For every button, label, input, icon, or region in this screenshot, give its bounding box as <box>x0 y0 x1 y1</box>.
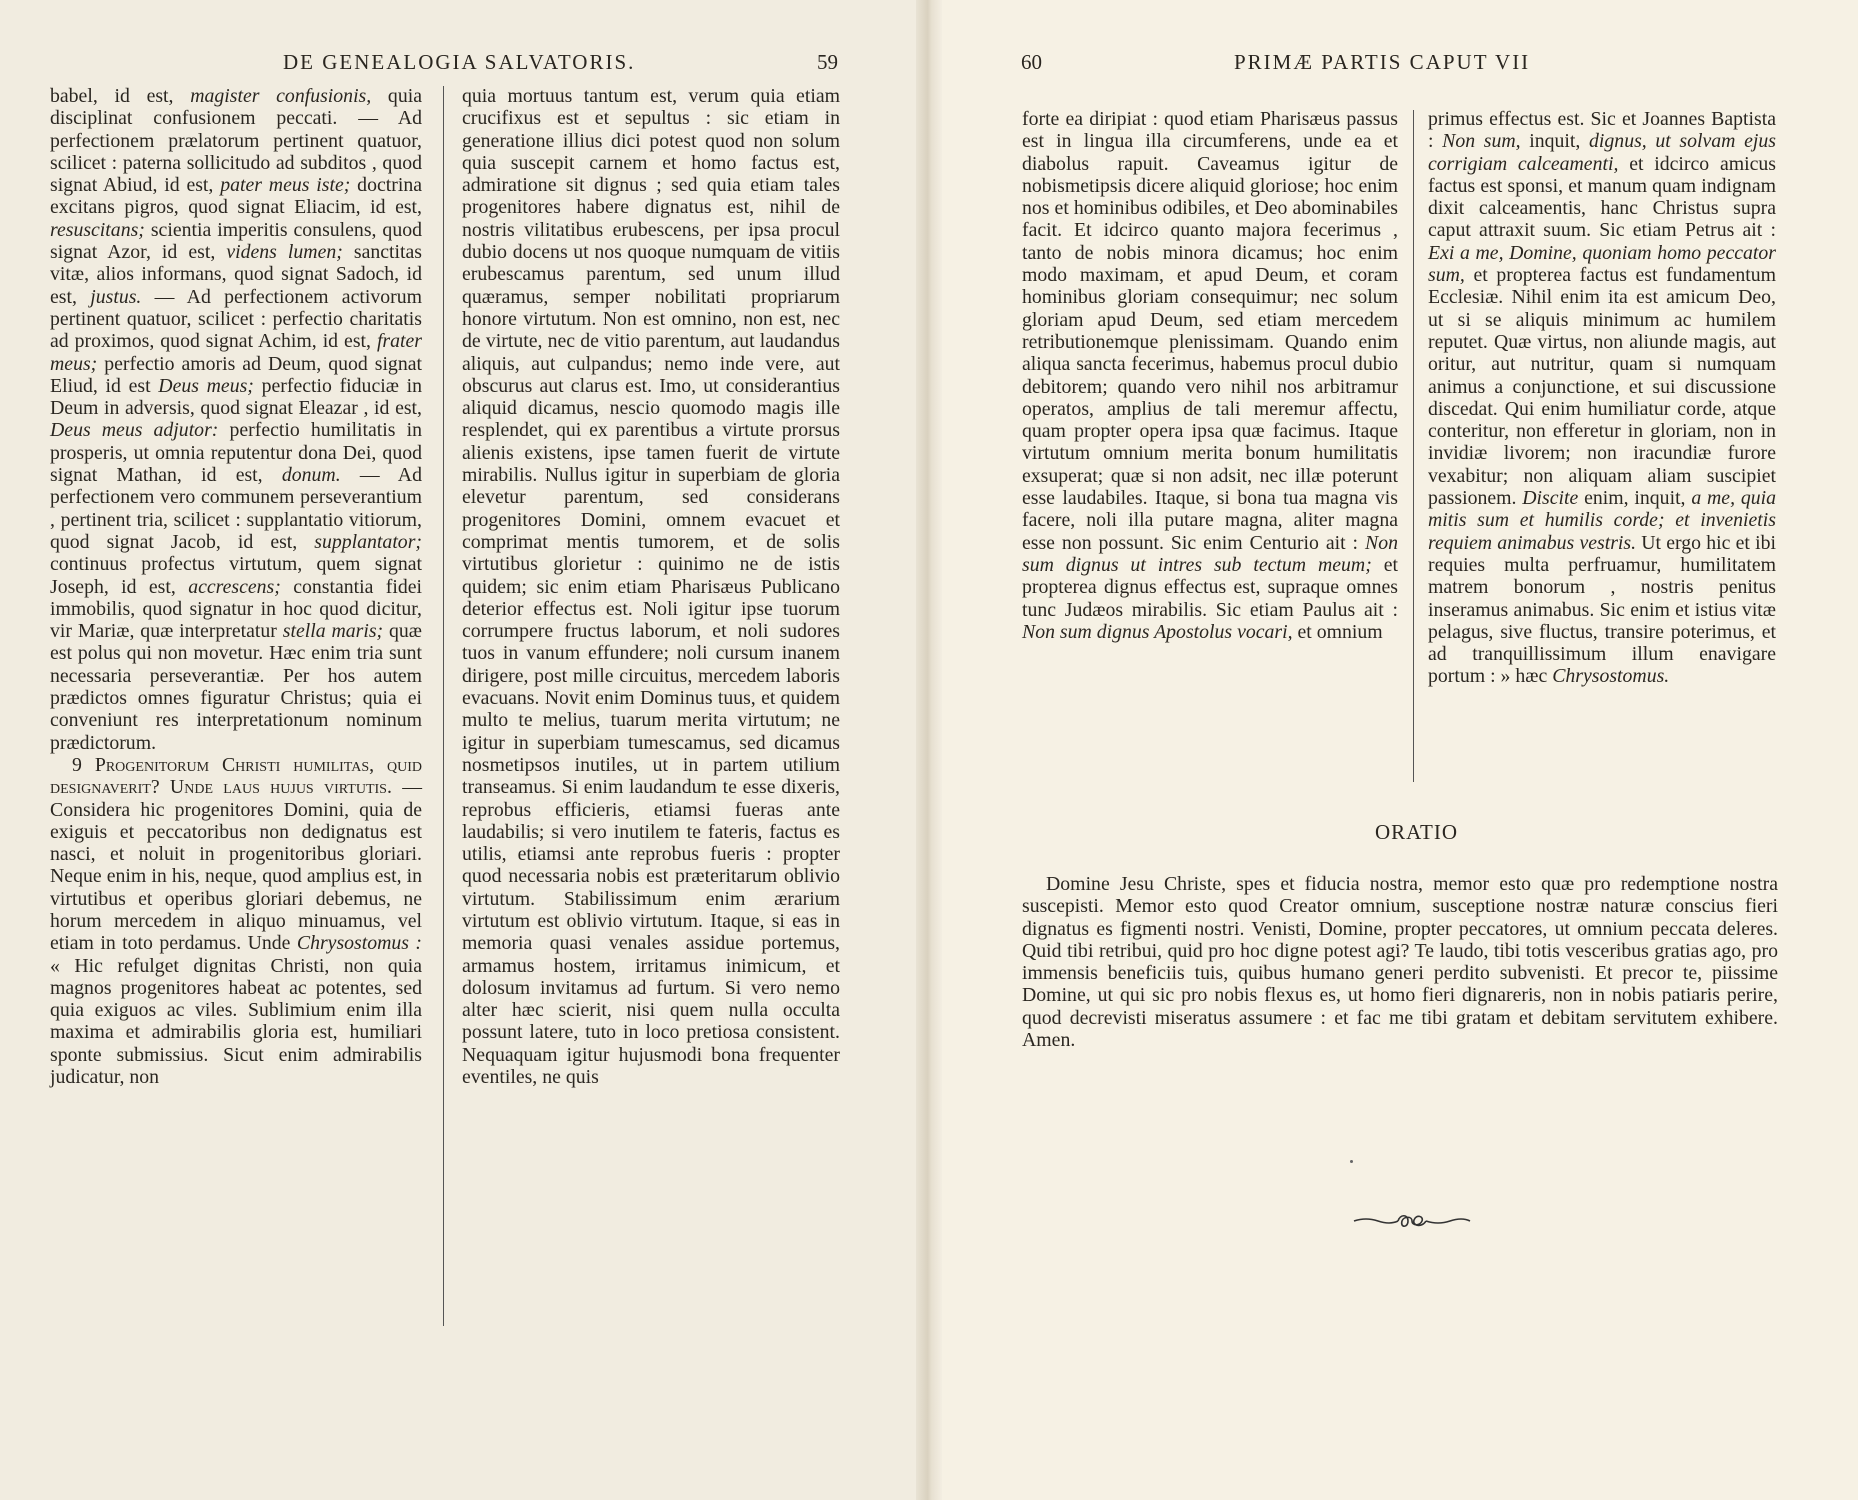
oratio-text: Domine Jesu Christe, spes et fiducia nostra, memor esto quæ pro redemptione nostra suscepisti. Memor esto quod Creator omnium, susceptione nostræ naturæ conscius fieri dignatus es figmenti nostri. Venisti, Domine, propter peccatores, ut omnium peccata deleres. Quid tibi retribui, quid pro hoc digne potest agi? Te laudo, tibi totis vesceribus gratias ago, pro immensis beneficiis tuis, quibus humano generi perdito subvenisti. Et precor te, piissime Domine, ut qui sic pro nobis flexus es, ut homo fieri dignareris, non in nobis patiaris perire, quod decrevisti miseratus assumere : et fac me tibi gratam et debitam servitutem exhibere. Amen. <box>1022 873 1778 1052</box>
right-column-1: forte ea diripiat : quod etiam Pharisæus passus est in lingua illa circumferens, unde ea et diabolus rapuit. Caveamus igitur de nobismetipsis dicere aliquid gloriose; hoc enim nos et hominibus odibiles, et Deo abominabiles facit. Et idcirco quanto majora fecerimus , tanto de nobis minora dicamus; hoc enim modo maximam, et apud Deum, et coram hominibus gloriam consequimur; nec solum gloriam apud Deum, sed etiam mercedem retributionemque plenissimam. Quando enim aliqua sancta fecerimus, habemus procul dubio debitorem; quando vero nihil nos arbitramur operatos, amplius de tali meremur affectu, quam propter opera ipsa quæ facimus. Itaque virtutum omnium merita bonum humilitatis exsuperat; quæ si non adsit, nec illæ poterunt esse laudabiles. Itaque, si bona tua magna vis facere, noli illa putare magna, aliter magna esse non possunt. Sic enim Centurio ait : Non sum dignus ut intres sub tectum meum; et propterea dignus effectus est, supraque omnes tunc Judæos mirabilis. Sic etiam Paulus ait : Non sum dignus Apostolus vocari, et omnium <box>1022 108 1398 643</box>
running-header-right: PRIMÆ PARTIS CAPUT VII <box>1234 50 1531 74</box>
page-number-right: 60 <box>1021 50 1042 74</box>
ink-speck <box>1350 1160 1353 1163</box>
paragraph-genealogy: babel, id est, magister confusionis, quia disciplinat confusionem peccati. — Ad perfectionem prælatorum pertinent quatuor, scilicet : paterna sollicitudo ad subditos , quod signat Abiud, id est, pater meus iste; doctrina excitans pigros, quod signat Eliacim, id est, resuscitans; scientia imperitis consulens, quod signat Azor, id est, videns lumen; sanctitas vitæ, alios informans, quod signat Sadoch, id est, justus. — Ad perfectionem activorum pertinent quatuor, scilicet : perfectio charitatis ad proximos, quod signat Achim, id est, frater meus; perfectio amoris ad Deum, quod signat Eliud, id est Deus meus; perfectio fiduciæ in Deum in adversis, quod signat Eleazar , id est, Deus meus adjutor: perfectio humilitatis in prosperis, ut omnia reputentur dona Dei, quod signat Mathan, id est, donum. — Ad perfectionem vero communem perseverantium , pertinent tria, scilicet : supplantatio vitiorum, quod signat Jacob, id est, supplantator; continuus profectus virtutum, quem signat Joseph, id est, accrescens; constantia fidei immobilis, quod signatur in hoc quod dicitur, vir Mariæ, quæ interpretatur stella maris; quæ est polus qui non movetur. Hæc enim tria sunt necessaria perseverantiæ. Per hos autem prædictos omnes figuratur Christus; quia ei conveniunt res interpretationum nominum prædictorum. <box>50 85 423 754</box>
right-column-2: primus effectus est. Sic et Joannes Baptista : Non sum, inquit, dignus, ut solvam ejus corrigiam calceamenti, et idcirco amicus factus est sponsi, et manum quam indignam dixit calceamentis, hanc Christus supra caput attraxit suum. Sic etiam Petrus ait : Exi a me, Domine, quoniam homo peccator sum, et propterea factus est fundamentum Ecclesiæ. Nihil enim ita est amicum Deo, ut si se aliquis minimum ac humilem reputet. Quæ virtus, non aliunde magis, aut oritur, aut nutritur, quam si numquam animus a conjunctione, et sui discussione discedat. Qui enim humiliatur corde, atque conteritur, non efferetur in gloriam, non in invidiæ livorem; non iracundiæ furore vexabitur; non aliquam aliam suscipiet passionem. Discite enim, inquit, a me, quia mitis sum et humilis corde; et invenietis requiem animabus vestris. Ut ergo hic et ibi requies multa perfruamur, humilitatem matrem bonorum , nostris penitus inseramus animabus. Sic enim et istius vitæ pelagus, sive fluctus, transire poterimus, et ad tranquillissimum illum enavigare portum : » hæc Chrysostomus. <box>1428 108 1777 688</box>
left-column-1 <box>50 85 422 1088</box>
book-gutter <box>916 0 942 1500</box>
scroll-flourish-icon <box>1352 1208 1472 1239</box>
column-divider-right <box>1413 110 1414 782</box>
paragraph-humility: 9 Progenitorum Christi humilitas, quid designaverit? Unde laus hujus virtutis. — Considera hic progenitores Domini, quia de exiguis et peccatoribus non dedignatus est nasci, et noluit in progenitoribus gloriari. Neque enim in his, neque, quod amplius est, in virtutibus et operibus gloriari debemus, ne horum mercedem in aliquo minuamus, vel etiam in toto perdamus. Unde Chrysostomus : « Hic refulget dignitas Christi, non quia magnos progenitores habeat ac potentes, sed quia exiguos ac viles. Sublimium enim illa maxima et admirabilis gloria est, humiliari sponte submissius. Sicut enim admirabilis judicatur, non <box>50 753 422 1089</box>
column-divider <box>443 86 444 1326</box>
section-heading: Progenitorum Christi humilitas, quid designaverit? Unde laus hujus virtutis. <box>50 753 422 799</box>
running-header-left: DE GENEALOGIA SALVATORIS. <box>283 50 636 74</box>
section-number: 9 <box>72 753 82 776</box>
page-number-left: 59 <box>817 50 838 74</box>
oratio-heading: ORATIO <box>1375 820 1458 844</box>
left-column-2: quia mortuus tantum est, verum quia etiam crucifixus est et sepultus : sic etiam in generatione illius dici potest quod non solum quia suscepit carnem et homo factus est, admiratione sit dignus ; sed quia etiam tales progenitores habere dignatus est, nihil de nostris vilitatibus erubescens, per ipsa procul dubio docens ut nos quoque numquam de vitiis erubescamus parentum, sed unum illud quæramus, semper nobilitati propriarum honore virtutum. Non est omnino, non est, nec de virtute, nec de vitio parentum, aut laudandus aliquis, aut culpandus; nemo inde vere, aut obscurus aut clarus est. Imo, ut considerantius aliquid dicamus, nescio quomodo magis ille resplendet, qui ex parentibus a virtute prorsus alienis existens, ipse tamen fuerit de virtute mirabilis. Nullus igitur in superbiam de gloria elevetur parentum, sed considerans progenitores Domini, omnem evacuet et comprimat mentis tumorem, et de solis virtutibus glorietur : quinimo ne de istis quidem; sic enim etiam Pharisæus Publicano deterior effectus est. Noli igitur ipse tuorum corrumpere fructus laborum, et noli sudores tuos in vanum effundere; noli cursum inanem dirigere, post mille circuitus, mercedem laboris evacuans. Novit enim Dominus tuus, et quidem multo te melius, tuarum merita virtutum; ne igitur in superbiam tumescamus, sed dicamus nosmetipsos inutiles, ut in partem utilium transeamus. Si enim laudandum te esse dixeris, reprobus efficieris, etiamsi fueras ante laudabilis; si vero inutilem te fateris, factus es utilis, etiamsi ante reprobus fueris : propter quod necessaria nobis est præteritarum oblivio virtutum. Stabilissimum enim ærarium virtutum est oblivio virtutum. Itaque, si eas in memoria quasi venales assidue portemus, armamus hostem, irritamus inimicum, et dolosum invitamus ad furtum. Si vero nemo alter hæc scierit, nisi quem nulla occulta possunt latere, tuto in loco pretiosa consistent. Nequaquam igitur hujusmodi bona frequenter eventiles, ne quis <box>462 85 840 1089</box>
